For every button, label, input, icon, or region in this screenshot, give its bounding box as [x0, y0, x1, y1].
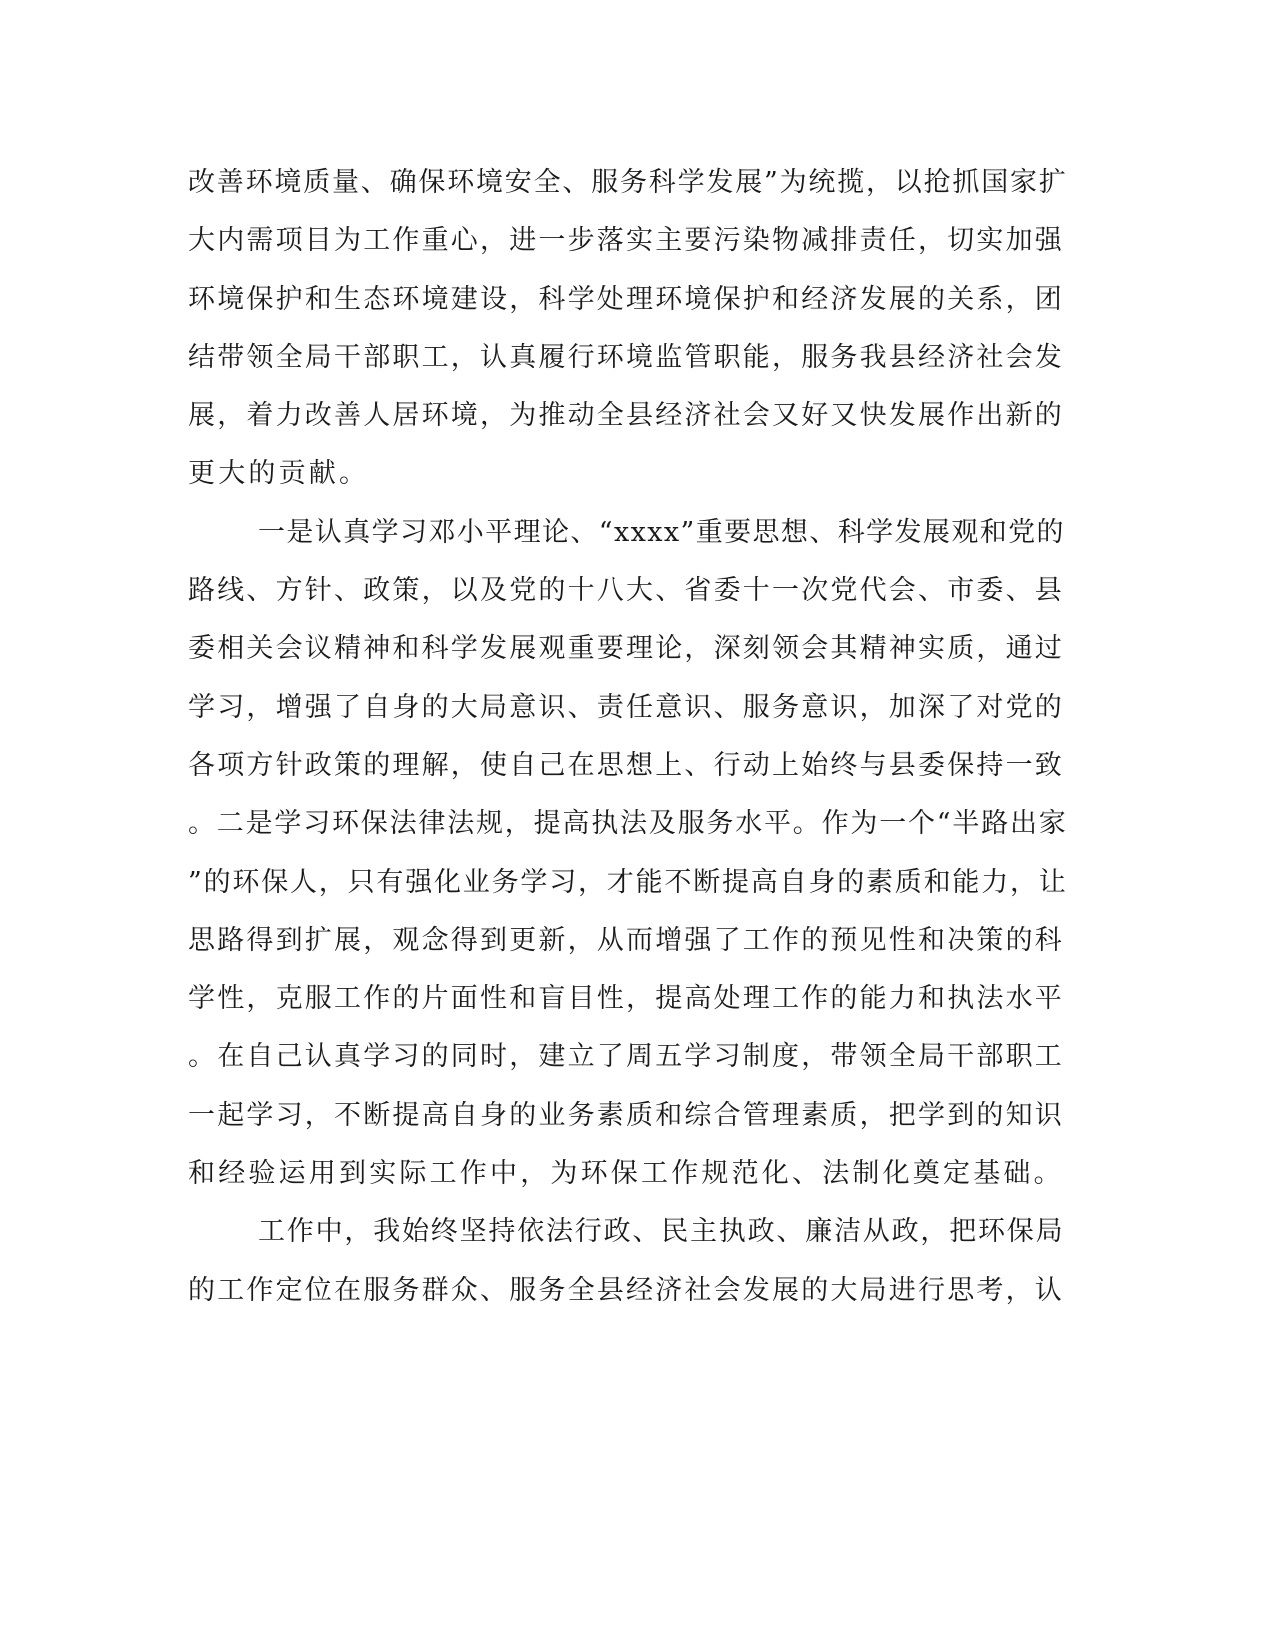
text-line: 。二是学习环保法律法规，提高执法及服务水平。作为一个“半路出家: [188, 808, 1068, 840]
text-line: 更大的贡献。: [188, 458, 370, 490]
text-line: 展，着力改善人居环境，为推动全县经济社会又好又快发展作出新的: [188, 400, 1064, 432]
text-line: 。在自己认真学习的同时，建立了周五学习制度，带领全局干部职工: [188, 1041, 1064, 1073]
text-line: 结带领全局干部职工，认真履行环境监管职能，服务我县经济社会发: [188, 341, 1064, 373]
text-line: 各项方针政策的理解，使自己在思想上、行动上始终与县委保持一致: [188, 749, 1064, 781]
text-line: 一起学习，不断提高自身的业务素质和综合管理素质，把学到的知识: [188, 1099, 1064, 1131]
body-text: [188, 154, 1068, 1320]
text-line: 大内需项目为工作重心，进一步落实主要污染物减排责任，切实加强: [188, 225, 1064, 257]
text-line: ”的环保人，只有强化业务学习，才能不断提高自身的素质和能力，让: [188, 866, 1068, 898]
text-line: 环境保护和生态环境建设，科学处理环境保护和经济发展的关系，团: [188, 283, 1064, 315]
text-line: 学习，增强了自身的大局意识、责任意识、服务意识，加深了对党的: [188, 691, 1064, 723]
paragraph-start-line: 工作中，我始终坚持依法行政、民主执政、廉洁从政，把环保局: [258, 1216, 1065, 1248]
text-line: 路线、方针、政策，以及党的十八大、省委十一次党代会、市委、县: [188, 575, 1064, 607]
text-line: 的工作定位在服务群众、服务全县经济社会发展的大局进行思考，认: [188, 1274, 1064, 1306]
text-line: 思路得到扩展，观念得到更新，从而增强了工作的预见性和决策的科: [188, 924, 1064, 956]
paragraph-start-line: 一是认真学习邓小平理论、“xxxx”重要思想、科学发展观和党的: [258, 516, 1065, 548]
text-line: 改善环境质量、确保环境安全、服务科学发展”为统揽，以抢抓国家扩: [188, 167, 1068, 198]
text-line: 委相关会议精神和科学发展观重要理论，深刻领会其精神实质，通过: [188, 633, 1064, 665]
text-line: 和经验运用到实际工作中，为环保工作规范化、法制化奠定基础。: [188, 1158, 1064, 1190]
text-line: 学性，克服工作的片面性和盲目性，提高处理工作的能力和执法水平: [188, 983, 1064, 1015]
